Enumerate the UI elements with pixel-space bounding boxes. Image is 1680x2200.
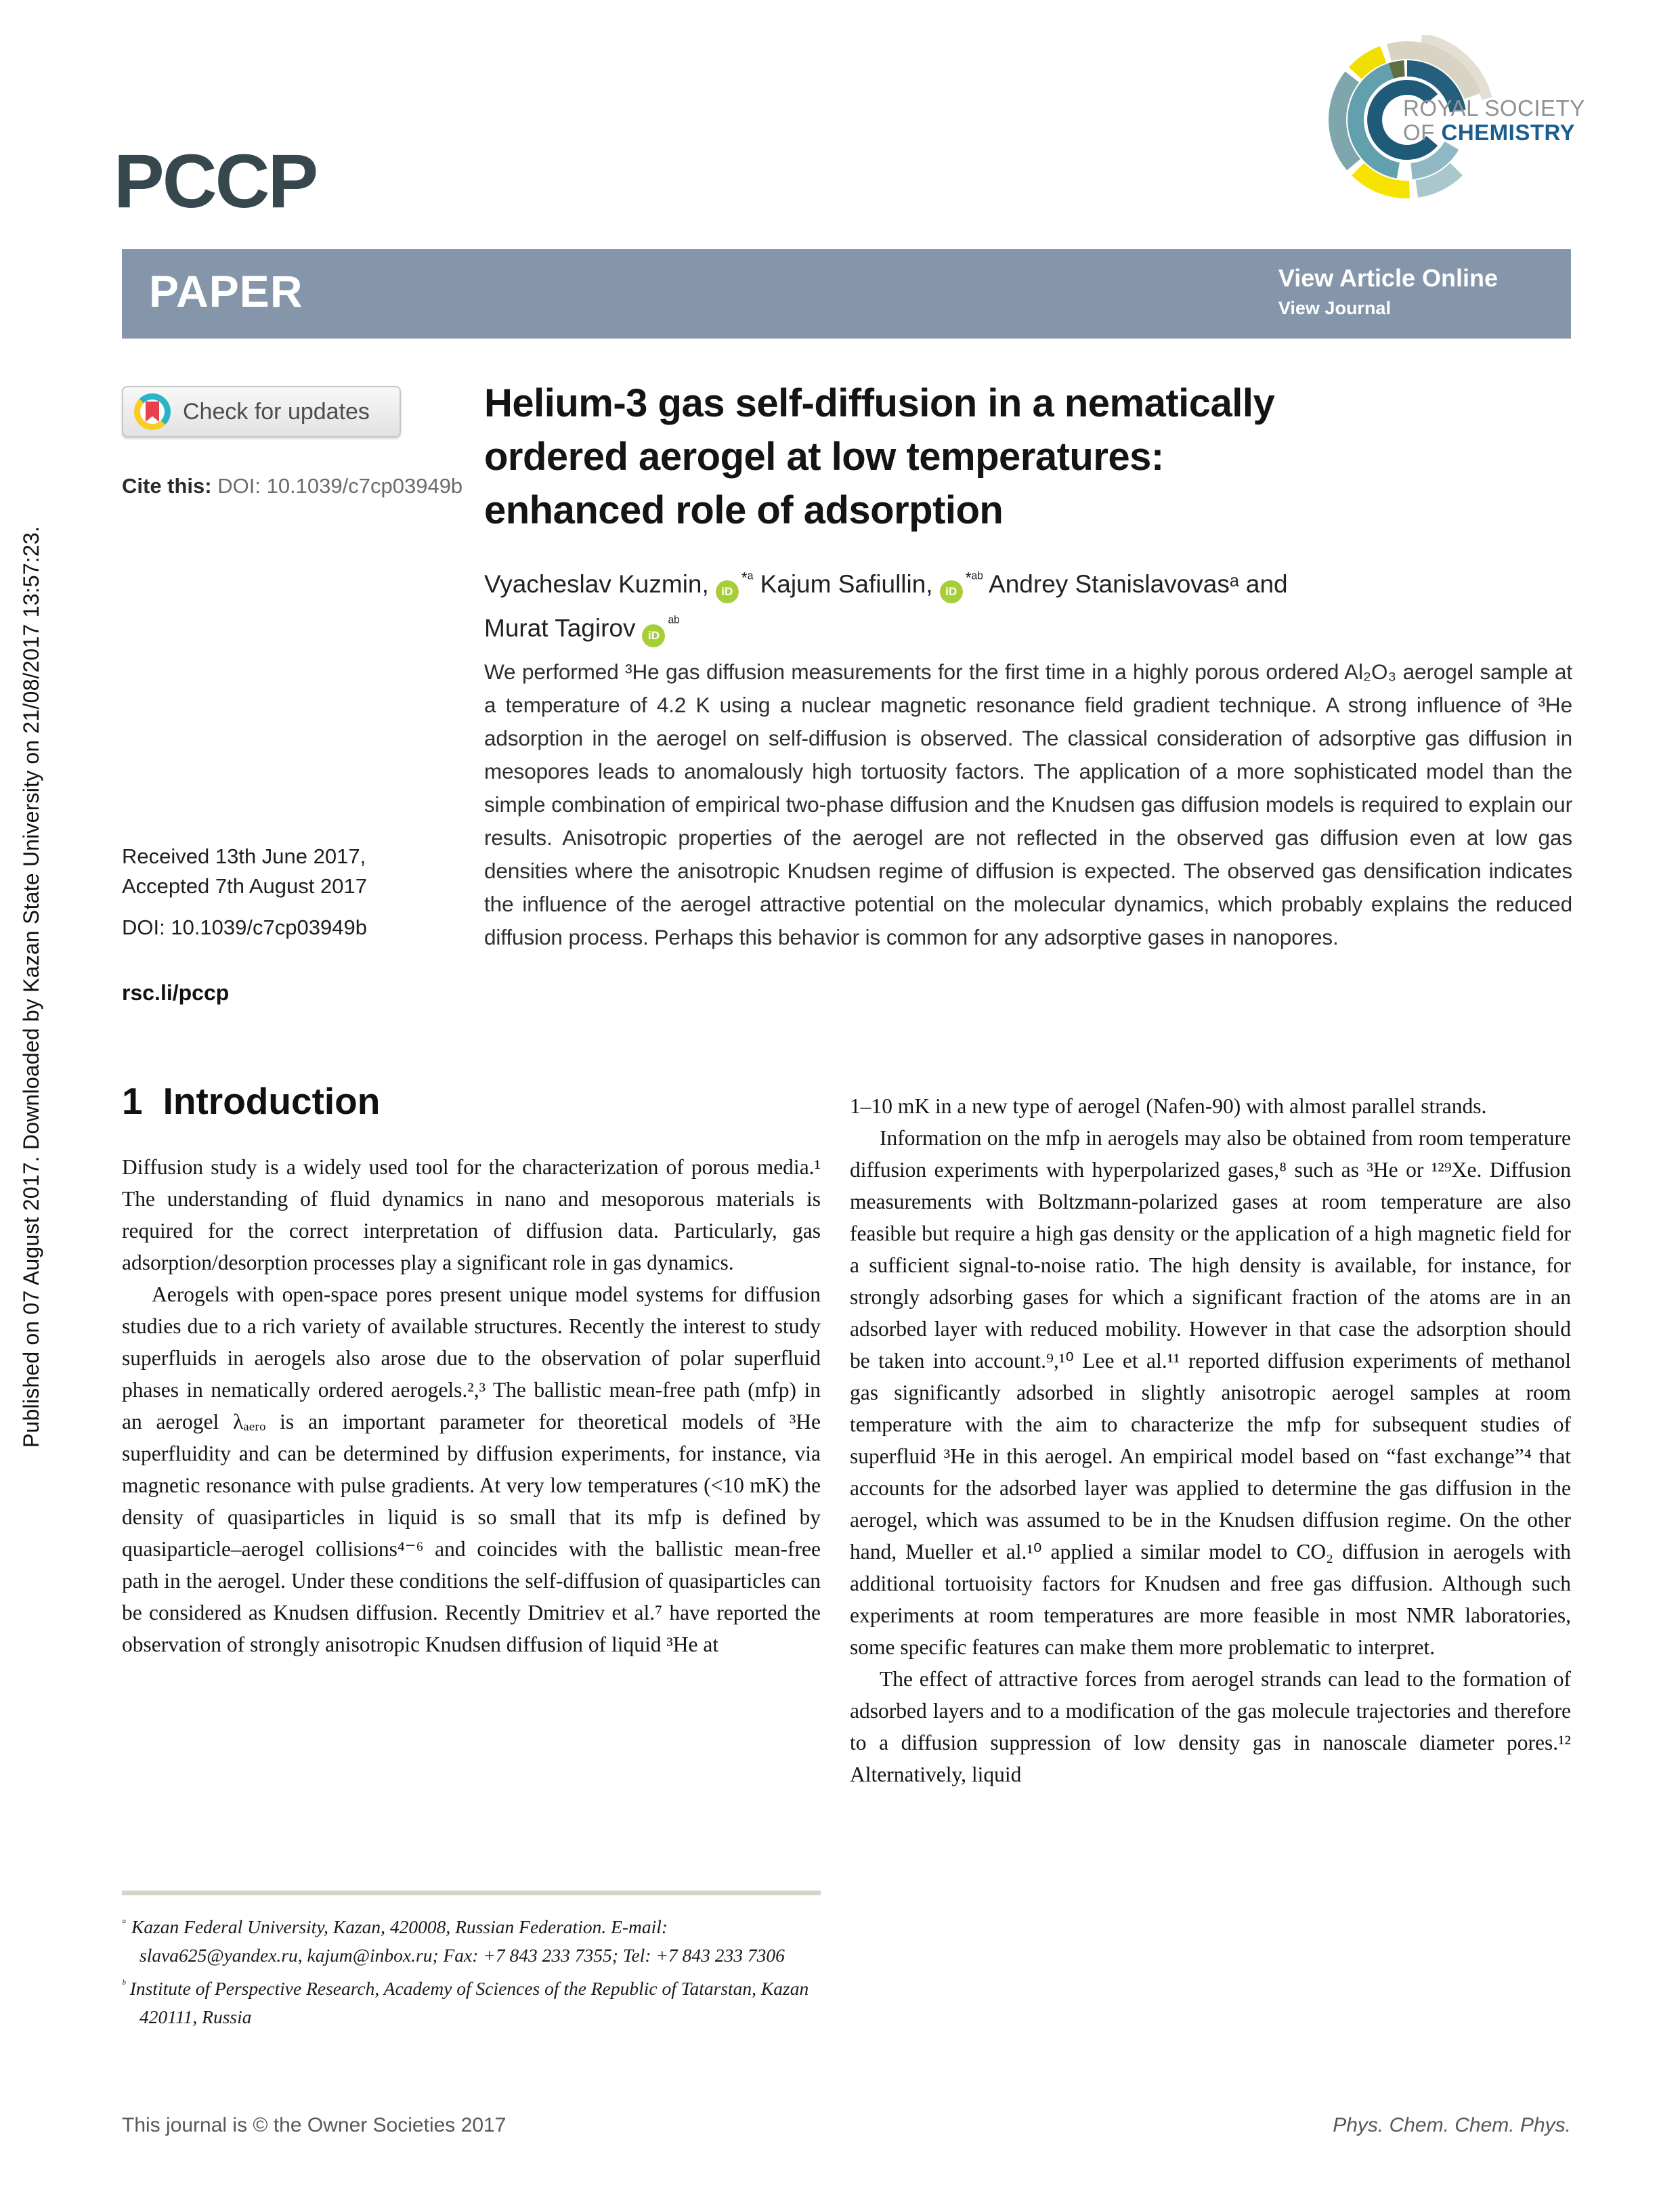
paragraph: Diffusion study is a widely used tool for the characterization of porous media.¹ The understanding of fluid dynamics in nano and mesoporous materials is required for the correct interpretation of diffusion data. Particularly, gas adsorption/desorption processes play a significant role in gas dynamics. — [122, 1155, 821, 1274]
article-title-line1: Helium-3 gas self-diffusion in a nematically — [484, 381, 1275, 425]
affiliation-footnotes — [122, 1908, 821, 2031]
footnote-divider — [122, 1891, 821, 1895]
article-type-banner — [122, 249, 1571, 339]
rsc-wordmark-line1: ROYAL SOCIETY — [1403, 95, 1585, 121]
article-title-line2: ordered aerogel at low temperatures: — [484, 435, 1164, 479]
footnote-marker: ᵃ — [122, 1916, 127, 1929]
bookmark-icon — [146, 402, 159, 422]
body-column-left — [122, 1151, 821, 1660]
paragraph: 1–10 mK in a new type of aerogel (Nafen-90) with almost parallel strands. — [850, 1094, 1487, 1118]
author-name: Kajum Safiullin, — [760, 570, 933, 598]
orcid-icon[interactable]: iD — [940, 580, 963, 603]
footnote-b — [122, 1970, 821, 2031]
doi-line: DOI: 10.1039/c7cp03949b — [122, 915, 367, 939]
author-affiliation-sup: *ᵃᵇ — [965, 569, 983, 586]
author-line1 — [484, 559, 1541, 603]
rsc-wordmark-chemistry: CHEMISTRY — [1441, 120, 1576, 145]
footnote-text: Institute of Perspective Research, Academy of Sciences of the Republic of Tatarstan, Kazan 420111, Russia — [125, 1978, 809, 2027]
orcid-icon[interactable]: iD — [642, 624, 665, 647]
body-column-right — [850, 1090, 1571, 1790]
article-title — [484, 376, 1466, 537]
view-journal-link[interactable]: View Journal — [1278, 298, 1391, 318]
copyright-notice: This journal is © the Owner Societies 2017 — [122, 2114, 507, 2136]
author-name: Murat Tagirov — [484, 614, 636, 642]
paragraph: Aerogels with open-space pores present unique model systems for diffusion studies due to a rich variety of available structures. Recently the interest to study superfluids in aerogels also arose due to the observation of polar superfluid phases in nematically ordered aerogels.²,³ The ballistic mean-free path (mfp) in an aerogel λₐₑᵣₒ is an important parameter for theoretical models of ³He superfluidity and can be determined by diffusion experiments, for instance, via magnetic resonance with pulse gradients. At very low temperatures (<10 mK) the density of quasiparticles in liquid is so small that its mfp is defined by quasiparticle–aerogel collisions⁴⁻⁶ and coincides with the ballistic mean-free path in the aerogel. Under these conditions the self-diffusion of quasiparticles can be considered as Knudsen diffusion. Recently Dmitriev et al.⁷ have reported the observation of strongly anisotropic Knudsen diffusion of liquid ³He at — [122, 1282, 821, 1656]
view-article-online-link[interactable]: View Article Online — [1278, 264, 1498, 292]
paragraph: The effect of attractive forces from aerogel strands can lead to the formation of adsorbed layers and to a modification of the gas molecule trajectories and therefore to a diffusion suppression of low density gas in nanoscale diameter pores.¹² Alternatively, liquid — [850, 1667, 1571, 1786]
accepted-date: Accepted 7th August 2017 — [122, 874, 367, 898]
footnote-marker: ᵇ — [122, 1977, 125, 1991]
cite-this-doi: DOI: 10.1039/c7cp03949b — [211, 474, 463, 498]
author-affiliation-sup: ᵃᵇ — [668, 613, 680, 630]
download-provenance-text: Published on 07 August 2017. Downloaded by Kazan State University on 21/08/2017 13:57:23. — [19, 526, 43, 1448]
journal-url-link[interactable]: rsc.li/pccp — [122, 980, 230, 1005]
paragraph: Information on the mfp in aerogels may also be obtained from room temperature diffusion experiments with hyperpolarized gases,⁸ such as ³He or ¹²⁹Xe. Diffusion measurements with Boltzmann-polarized gases at room temperature are also feasible but require a high gas density or the application of a high magnetic field for a sufficient signal-to-noise ratio. The high density is available, for instance, for strongly adsorbing gases for which a significant fraction of the atoms are in an adsorbed layer with reduced mobility. However in that case the adsorption should be taken into account.⁹,¹⁰ Lee et al.¹¹ reported diffusion experiments of methanol gas significantly adsorbed in slightly anisotropic aerogel samples at room temperature with the aim to characterize the mfp for subsequent studies of superfluid ³He in this aerogel. An empirical model based on “fast exchange”⁴ that accounts for the adsorbed layer was applied to determine the gas diffusion in the aerogel, which was assumed to be in the Knudsen diffusion regime. On the other hand, Mueller et al.¹⁰ applied a similar model to CO₂ diffusion in aerogels with additional tortuoisity factors for Knudsen and free gas diffusion. Although such experiments at room temperatures are more feasible in most NMR laboratories, some specific features can make them more problematic to interpret. — [850, 1126, 1571, 1659]
orcid-icon[interactable]: iD — [716, 580, 739, 603]
section-heading-introduction — [122, 1079, 380, 1123]
check-for-updates-button[interactable] — [122, 386, 401, 437]
author-name: Andrey Stanislavovasᵃ and — [989, 570, 1288, 598]
received-date: Received 13th June 2017, — [122, 844, 366, 868]
section-number: 1 — [122, 1080, 143, 1122]
rsc-wordmark-of: OF — [1403, 120, 1442, 145]
author-affiliation-sup: *ᵃ — [741, 569, 754, 586]
received-accepted-dates — [122, 842, 367, 901]
crossmark-icon — [134, 393, 171, 430]
footnote-text: Kazan Federal University, Kazan, 420008, Russian Federation. E-mail: slava625@yandex.ru, kajum@inbox.ru; Fax: +7 843 233 7355; Tel: +7 843 233 7306 — [127, 1916, 785, 1966]
author-line2 — [484, 603, 1541, 647]
journal-name-footer: Phys. Chem. Chem. Phys. — [1333, 2114, 1571, 2136]
abstract-text: We performed ³He gas diffusion measurements for the first time in a highly porous ordered Al₂O₃ aerogel sample at a temperature of 4.2 K using a nuclear magnetic resonance field gradient technique. A strong influence of ³He adsorption in the aerogel on self-diffusion is observed. The classical consideration of adsorptive gas diffusion in mesopores leads to anomalously high tortuosity factors. The application of a more sophisticated model than the simple combination of empirical two-phase diffusion and the Knudsen gas diffusion models is required to explain our results. Anisotropic properties of the aerogel are not reflected in the observed gas diffusion even at low gas densities where the anisotropic Knudsen regime of diffusion is expected. The observed gas densification indicates the influence of the aerogel attractive potential on the molecular dynamics, which probably explains the reduced diffusion process. Perhaps this behavior is common for any adsorptive gases in nanopores. — [484, 660, 1572, 949]
pccp-journal-logo: PCCP — [114, 139, 317, 223]
cite-this-label: Cite this: — [122, 474, 212, 498]
footnote-a — [122, 1908, 821, 1970]
cite-this-line — [122, 474, 462, 498]
author-name: Vyacheslav Kuzmin, — [484, 570, 709, 598]
author-byline — [484, 559, 1541, 647]
check-for-updates-label: Check for updates — [183, 398, 370, 425]
rsc-logo-wordmark — [1403, 96, 1585, 145]
article-type-label: PAPER — [149, 266, 303, 316]
article-title-line3: enhanced role of adsorption — [484, 488, 1004, 532]
section-title: Introduction — [163, 1080, 381, 1122]
